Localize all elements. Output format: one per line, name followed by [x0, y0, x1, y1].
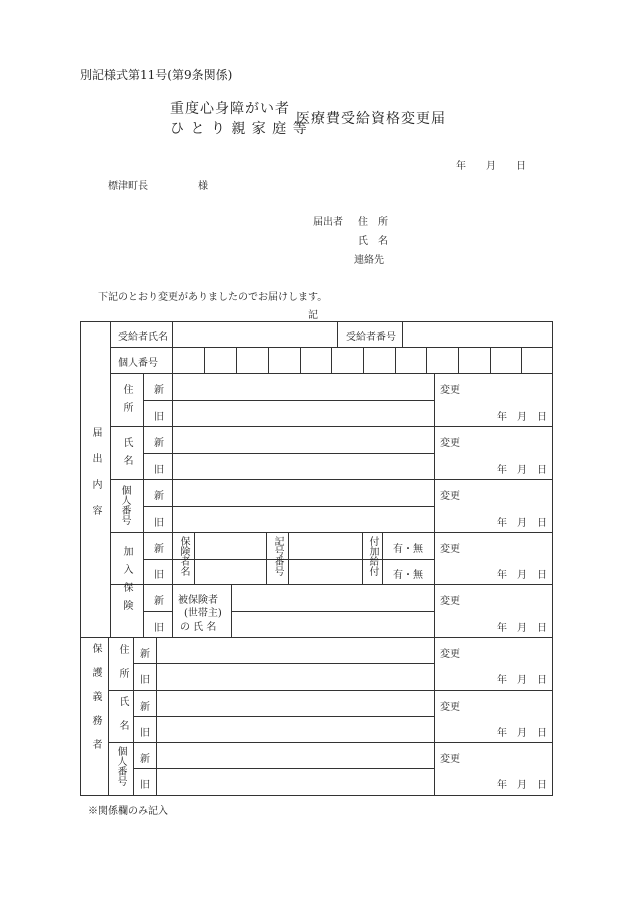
my-number-label: 個人番号 — [118, 358, 158, 369]
title-line2: ひ と り 親 家 庭 等 — [170, 121, 308, 137]
old-label: 旧 — [154, 518, 164, 529]
row-insurance-label: 加入保険 — [121, 546, 132, 618]
applicant-contact: 連絡先 — [354, 255, 384, 266]
ki-label: 記 — [308, 310, 318, 321]
intro-text: 下記のとおり変更がありましたのでお届けします。 — [98, 292, 328, 303]
addressee: 標津町長 様 — [108, 181, 208, 192]
guardian-my-number-label: 個人番号 — [115, 746, 126, 786]
row-address-label: 住所 — [121, 384, 132, 420]
changed-date: 年 月 日 — [497, 518, 547, 529]
changed-label: 変更 — [440, 754, 460, 765]
old-label: 旧 — [140, 728, 150, 739]
guardian-address-label: 住所 — [117, 644, 128, 692]
changed-label: 変更 — [440, 596, 460, 607]
old-label: 旧 — [140, 780, 150, 791]
insurer-label: 保険者名 — [178, 536, 189, 576]
guardian-name-label: 氏名 — [117, 696, 128, 744]
changed-date: 年 月 日 — [497, 728, 547, 739]
footnote: ※関係欄のみ記入 — [88, 806, 168, 817]
changed-label: 変更 — [440, 702, 460, 713]
old-label: 旧 — [154, 412, 164, 423]
insured-label-1: 被保険者 — [178, 595, 218, 606]
new-label: 新 — [140, 702, 150, 713]
new-label: 新 — [154, 385, 164, 396]
changed-date: 年 月 日 — [497, 623, 547, 634]
section-hogo-label: 保護義務者 — [90, 643, 101, 763]
supplementary-label: 付加給付 — [367, 536, 378, 576]
old-label: 旧 — [140, 675, 150, 686]
symbol-number-label: 記号番号 — [272, 536, 283, 576]
new-label: 新 — [140, 754, 150, 765]
new-label: 新 — [140, 649, 150, 660]
form-number: 別記様式第11号(第9条関係) — [80, 68, 233, 82]
changed-label: 変更 — [440, 491, 460, 502]
recipient-number-label: 受給者番号 — [346, 332, 396, 343]
changed-label: 変更 — [440, 544, 460, 555]
old-label: 旧 — [154, 623, 164, 634]
changed-date: 年 月 日 — [497, 570, 547, 581]
yes-no-new: 有・無 — [393, 544, 423, 555]
new-label: 新 — [154, 491, 164, 502]
page-title: 医療費受給資格変更届 — [296, 111, 446, 127]
changed-date: 年 月 日 — [497, 412, 547, 423]
row-my-number-label: 個人番号 — [119, 485, 130, 525]
old-label: 旧 — [154, 570, 164, 581]
changed-date: 年 月 日 — [497, 780, 547, 791]
insured-label-2: (世帯主) — [184, 608, 222, 619]
insured-label-3: の 氏 名 — [180, 622, 217, 633]
title-line1: 重度心身障がい者 — [170, 101, 290, 117]
old-label: 旧 — [154, 465, 164, 476]
new-label: 新 — [154, 544, 164, 555]
recipient-name-label: 受給者氏名 — [118, 332, 168, 343]
yes-no-old: 有・無 — [393, 570, 423, 581]
changed-date: 年 月 日 — [497, 465, 547, 476]
applicant-address: 住 所 — [358, 217, 388, 228]
changed-label: 変更 — [440, 385, 460, 396]
section-todoke-label: 届出内容 — [90, 427, 101, 531]
applicant-label: 届出者 — [313, 217, 343, 228]
new-label: 新 — [154, 438, 164, 449]
applicant-name: 氏 名 — [358, 236, 388, 247]
changed-date: 年 月 日 — [497, 675, 547, 686]
new-label: 新 — [154, 596, 164, 607]
changed-label: 変更 — [440, 438, 460, 449]
row-name-label: 氏名 — [121, 437, 132, 473]
changed-label: 変更 — [440, 649, 460, 660]
date-line: 年 月 日 — [456, 161, 526, 172]
